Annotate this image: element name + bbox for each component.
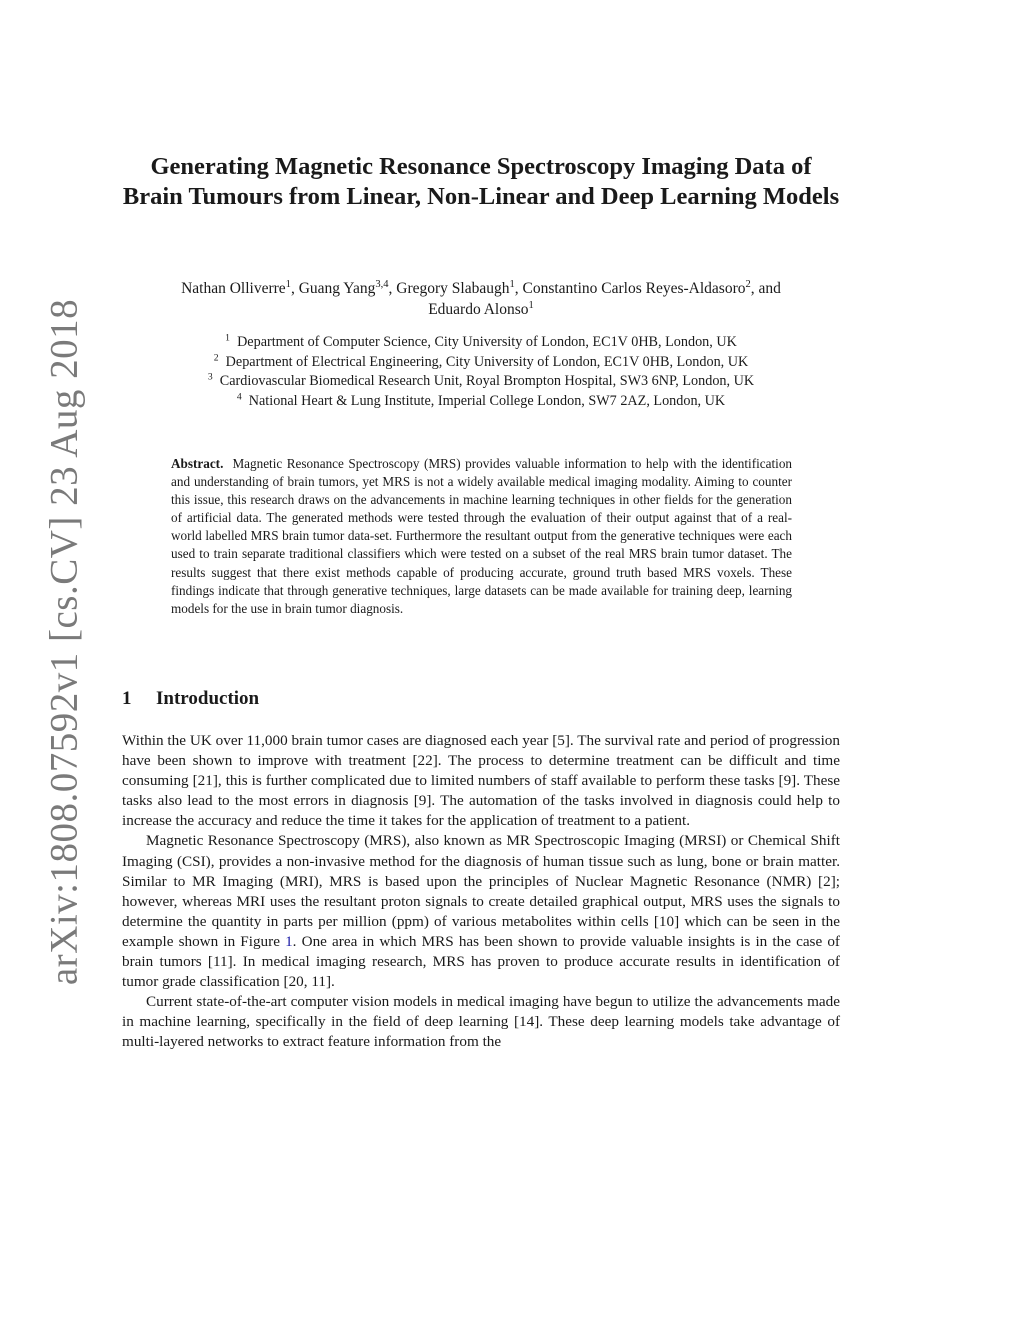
abstract-label: Abstract. [171,456,224,471]
abstract-text: Magnetic Resonance Spectroscopy (MRS) provides valuable information to help with the identification and understanding of brain tumors, yet MRS is not a widely available medical imaging modality. Aiming to counter this issue, this research draws on the advancements in machine learning techniques in other fields for the generation of artificial data. The generated methods were tested through the evaluation of their output against that of a real-world labelled MRS brain tumor data-set. Furthermore the resultant output from the generative techniques were each used to train separate traditional classifiers which were tested on a subset of the real MRS brain tumor dataset. The results suggest that there exist methods capable of producing accurate, ground truth based MRS voxels. These findings indicate that through generative techniques, large datasets can be made available for training deep, learning models for the use in brain tumor diagnosis. [171,456,793,616]
paragraph: Current state-of-the-art computer vision models in medical imaging have begun to utilize the advancements made in machine learning, specifically in the field of deep learning [14]. These deep learning models take advantage of multi-layered networks to extract feature information from the [122,993,840,1051]
section-title: Introduction [156,688,260,709]
figure-reference-link[interactable]: 1 [285,932,293,950]
abstract [171,455,792,618]
arxiv-identifier: arXiv:1808.07592v1 [cs.CV] 23 Aug 2018 [42,298,86,986]
section-number: 1 [122,688,132,709]
author: Nathan Olliverre$^1$, [181,279,299,297]
affiliation: $^2$ Department of Electrical Engineering, City University of London, EC1V 0HB, London, UK [213,352,749,370]
affiliation: $^3$ Cardiovascular Biomedical Research Unit, Royal Brompton Hospital, SW3 6NP, London, UK [207,371,755,389]
paragraph: Within the UK over 11,000 brain tumor cases are diagnosed each year [5]. The survival rate and period of progression have been shown to improve with treatment [22]. The process to determine treatment can be difficult and time consuming [21], this is further complicated due to limited numbers of staff available to perform these tasks [9]. These tasks also lead to the most errors in diagnosis [9]. The automation of the tasks involved in diagnosis could help to increase the accuracy and reduce the time it takes for the application of treatment to a patient. [122,732,840,830]
affiliation-list [110,333,852,411]
author: Eduardo Alonso$^1$ [428,300,534,318]
author: Constantino Carlos Reyes-Aldasoro$^2$, and [522,279,781,297]
section-heading-introduction [122,688,259,710]
affiliation: $^4$ National Heart & Lung Institute, Imperial College London, SW7 2AZ, London, UK [236,391,726,409]
paper-title: Generating Magnetic Resonance Spectroscopy Imaging Data of Brain Tumours from Linear, Non-Linear and Deep Learning Models [122,153,840,210]
paragraph: Magnetic Resonance Spectroscopy (MRS), also known as MR Spectroscopic Imaging (MRSI) or Chemical Shift Imaging (CSI), provides a non-invasive method for the diagnosis of human tissue such as lung, bone or brain matter. Similar to MR Imaging (MRI), MRS is based upon the principles of Nuclear Magnetic Resonance (NMR) [2]; however, whereas MRI uses the resultant proton signals to create detailed graphical output, MRS uses the signals to determine the quantity in parts per million (ppm) of various metabolites within cells [10] which can be seen in the example shown in Figure 1. One area in which MRS has been shown to provide valuable insights is in the case of brain tumors [11]. In medical imaging research, MRS has proven to produce accurate results in identification of tumor grade classification [20, 11]. [122,832,840,991]
author: Gregory Slabaugh$^1$, [396,279,523,297]
author-list [110,278,852,320]
affiliation: $^1$ Department of Computer Science, City University of London, EC1V 0HB, London, UK [225,332,737,350]
author: Guang Yang$^{3,4}$, [298,279,397,297]
introduction-body [122,731,840,1053]
